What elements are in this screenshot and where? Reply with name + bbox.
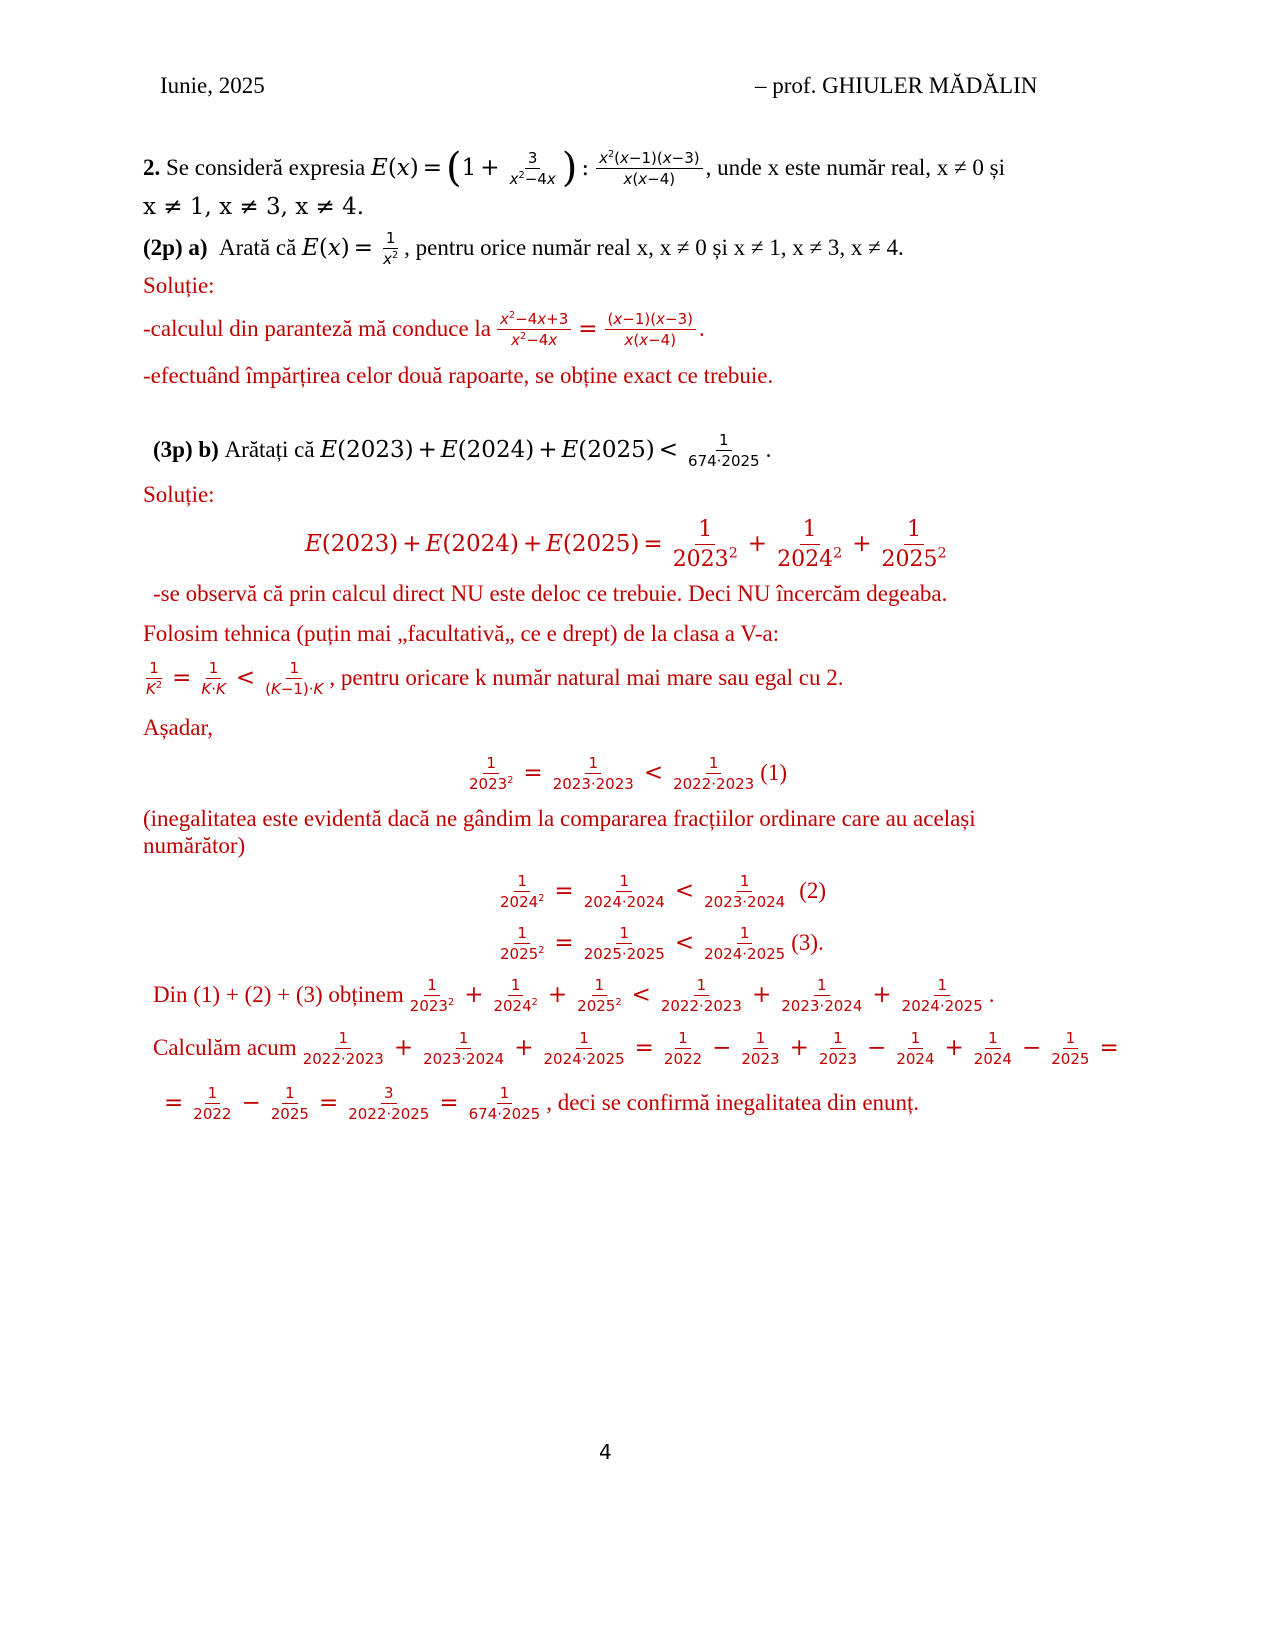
part-a-step2: -efectuând împărțirea celor două rapoarte, se obține exact ce trebuie.	[143, 363, 774, 388]
final-result: = $\frac{1}{2022}$ − $\frac{1}{2025}$ = $\frac{3}{2022\cdot 2025}$ = $\frac{1}{674\cdot 2025}$ , deci se confirmă inegalitatea din enunț.	[164, 1083, 920, 1123]
part-a-points: (2p) a)	[143, 235, 208, 260]
sum-inequality: Din (1) + (2) + (3) obținem $\frac{1}{2023^2}$ + $\frac{1}{2024^2}$ + $\frac{1}{2025^2}$ < $\frac{1}{2022\cdot 2023}$ + $\frac{1}{2023\cdot 2024}$ + $\frac{1}{2024\cdot 2025}$ .	[153, 975, 995, 1015]
fraction-step1-right: $\frac{(x-1)(x-3)}{x(x-4)}$	[605, 310, 696, 349]
page-number: 4	[599, 1440, 612, 1464]
ineq2-b: $\frac{1}{2024\cdot 2024}$	[583, 871, 665, 911]
calc-e: $\frac{1}{2023}$	[741, 1028, 780, 1068]
tag-1: (1)	[760, 760, 788, 785]
sum-b: $\frac{1}{2024^2}$	[493, 975, 538, 1015]
ineq1-a: $\frac{1}{2023^2}$	[469, 753, 514, 793]
note-3: $\frac{1}{K^2}$ = $\frac{1}{K\cdot K}$ < $\frac{1}{(K-1)\cdot K}$ , pentru oricare k număr natural mai mare sau egal cu 2.	[140, 655, 843, 701]
inequality-2: $\frac{1}{2024^2}$ = $\frac{1}{2024\cdot 2024}$ < $\frac{1}{2023\cdot 2024}$ (2)	[494, 868, 826, 914]
part-b-statement: (3p) b) Arătați că E(2023) + E(2024) + E(2025) < $\frac{1}{674\cdot 2025}$ .	[153, 430, 772, 470]
calc-b: $\frac{1}{2023\cdot 2024}$	[423, 1028, 505, 1068]
part-a-tail: , pentru orice număr real x, x ≠ 0 și x ≠ 1, x ≠ 3, x ≠ 4.	[404, 235, 904, 260]
calc-h: $\frac{1}{2024}$	[973, 1028, 1012, 1068]
remark-2: numărător)	[143, 833, 246, 858]
expression-def: E	[371, 155, 388, 181]
header-author: – prof. GHIULER MĂDĂLIN	[755, 73, 1038, 98]
calc-c: $\frac{1}{2024\cdot 2025}$	[543, 1028, 625, 1068]
sum-text: Din (1) + (2) + (3) obținem	[153, 982, 404, 1007]
tag-2: (2)	[799, 878, 827, 903]
part-a-step1-text: -calculul din paranteză mă conduce la	[143, 316, 492, 341]
final-c: $\frac{3}{2022\cdot 2025}$	[348, 1083, 430, 1123]
ineq3-b: $\frac{1}{2025\cdot 2025}$	[583, 923, 665, 963]
header-date: Iunie, 2025	[160, 73, 265, 98]
calc-d: $\frac{1}{2022}$	[663, 1028, 703, 1068]
calc-text: Calculăm acum	[153, 1035, 297, 1060]
part-a-statement: (2p) a) Arată că E ( x ) = $\frac{1}{x^2}$ , pentru orice număr real x, x ≠ 0 și x ≠ 1, x ≠ 3, x ≠ 4.	[143, 228, 904, 268]
telescoping-calc: Calculăm acum $\frac{1}{2022\cdot 2023}$ + $\frac{1}{2023\cdot 2024}$ + $\frac{1}{2024\cdot 2025}$ = $\frac{1}{2022}$ − $\frac{1}{2023}$ + $\frac{1}{2023}$ − $\frac{1}{2024}$ + $\frac{1}{2024}$ − $\frac{1}{2025}$ =	[153, 1028, 1119, 1068]
inequality-1: $\frac{1}{2023^2}$ = $\frac{1}{2023\cdot 2023}$ < $\frac{1}{2022\cdot 2023}$ (1)	[463, 750, 787, 796]
ineq2-c: $\frac{1}{2023\cdot 2024}$	[704, 871, 786, 911]
fraction-1-over-2024sq: $\frac{1}{2024^2}$	[777, 516, 843, 572]
note-1: -se observă că prin calcul direct NU este deloc ce trebuie. Deci NU încercăm degeaba.	[153, 581, 948, 606]
sum-a: $\frac{1}{2023^2}$	[409, 975, 455, 1015]
fraction-1-over-KK: $\frac{1}{K\cdot K}$	[201, 658, 226, 698]
note-3-text: , pentru oricare k număr natural mai mare sau egal cu 2.	[329, 665, 844, 690]
problem-domain-2: x ≠ 1, x ≠ 3, x ≠ 4.	[143, 194, 365, 220]
calc-a: $\frac{1}{2022\cdot 2023}$	[302, 1028, 384, 1068]
ineq1-c: $\frac{1}{2022\cdot 2023}$	[673, 753, 755, 793]
problem-statement: 2. Se consideră expresia E ( x ) = ( 1 + $\frac{3}{x^2-4x}$ ) : $\frac{x^2(x-1)(x-3)}{x(x-4)}$ , unde x este număr real, x ≠ 0 și	[143, 145, 1006, 191]
fraction-1-over-K-1-K: $\frac{1}{(K-1)\cdot K}$	[265, 658, 324, 698]
sum-d: $\frac{1}{2022\cdot 2023}$	[660, 975, 742, 1015]
note-2: Folosim tehnica (puțin mai „facultativă„ ce e drept) de la clasa a V-a:	[143, 621, 780, 646]
sum-f: $\frac{1}{2024\cdot 2025}$	[901, 975, 983, 1015]
sum-e: $\frac{1}{2023\cdot 2024}$	[781, 975, 863, 1015]
ineq3-a: $\frac{1}{2025^2}$	[500, 923, 545, 963]
ineq2-a: $\frac{1}{2024^2}$	[500, 871, 545, 911]
part-b-text: Arătați că	[224, 437, 315, 462]
ineq3-c: $\frac{1}{2024\cdot 2025}$	[704, 923, 786, 963]
fraction-1-over-674-2025: $\frac{1}{674\cdot 2025}$	[688, 430, 760, 470]
part-b-solution-label: Soluție:	[143, 482, 215, 507]
tag-3: (3).	[791, 930, 824, 955]
fraction-3-over-x2-4x: $\frac{3}{x^2-4x}$	[509, 148, 556, 188]
inequality-3: $\frac{1}{2025^2}$ = $\frac{1}{2025\cdot 2025}$ < $\frac{1}{2024\cdot 2025}$ (3).	[494, 920, 824, 966]
problem-domain: , unde x este număr real, x ≠ 0 și	[705, 155, 1006, 180]
part-a-step1: -calculul din paranteză mă conduce la $\frac{x^2-4x+3}{x^2-4x}$ = $\frac{(x-1)(x-3)}{x(x-4)}$ .	[143, 309, 705, 349]
calc-f: $\frac{1}{2023}$	[818, 1028, 858, 1068]
fraction-step1-left: $\frac{x^2-4x+3}{x^2-4x}$	[497, 310, 571, 349]
fraction-1-over-K2: $\frac{1}{K^2}$	[146, 658, 163, 698]
part-a-solution-label: Soluție:	[143, 273, 215, 298]
problem-number: 2.	[143, 155, 161, 180]
fraction-1-over-2023sq: $\frac{1}{2023^2}$	[672, 516, 738, 572]
fraction-1-over-x2: $\frac{1}{x^2}$	[383, 228, 399, 268]
final-b: $\frac{1}{2025}$	[270, 1083, 309, 1123]
final-a: $\frac{1}{2022}$	[193, 1083, 232, 1123]
final-d: $\frac{1}{674\cdot 2025}$	[468, 1083, 541, 1123]
fraction-1-over-2025sq: $\frac{1}{2025^2}$	[881, 516, 947, 572]
asadar: Așadar,	[143, 715, 213, 740]
sum-expression: E(2023) + E(2024) + E(2025) = $\frac{1}{2023^2}$ + $\frac{1}{2024^2}$ + $\frac{1}{2025^2}$	[305, 512, 953, 576]
conclusion: , deci se confirmă inegalitatea din enunț.	[546, 1090, 920, 1115]
part-b-points: (3p) b)	[153, 437, 219, 462]
part-a-text: Arată că	[219, 235, 297, 260]
remark-1: (inegalitatea este evidentă dacă ne gândim la compararea fracțiilor ordinare care au același	[143, 806, 976, 831]
ineq1-b: $\frac{1}{2023\cdot 2023}$	[552, 753, 634, 793]
fraction-divisor: $\frac{x^2(x-1)(x-3)}{x(x-4)}$	[596, 149, 703, 188]
calc-g: $\frac{1}{2024}$	[896, 1028, 935, 1068]
sum-c: $\frac{1}{2025^2}$	[577, 975, 622, 1015]
calc-i: $\frac{1}{2025}$	[1051, 1028, 1090, 1068]
problem-intro: Se consideră expresia	[166, 155, 366, 180]
